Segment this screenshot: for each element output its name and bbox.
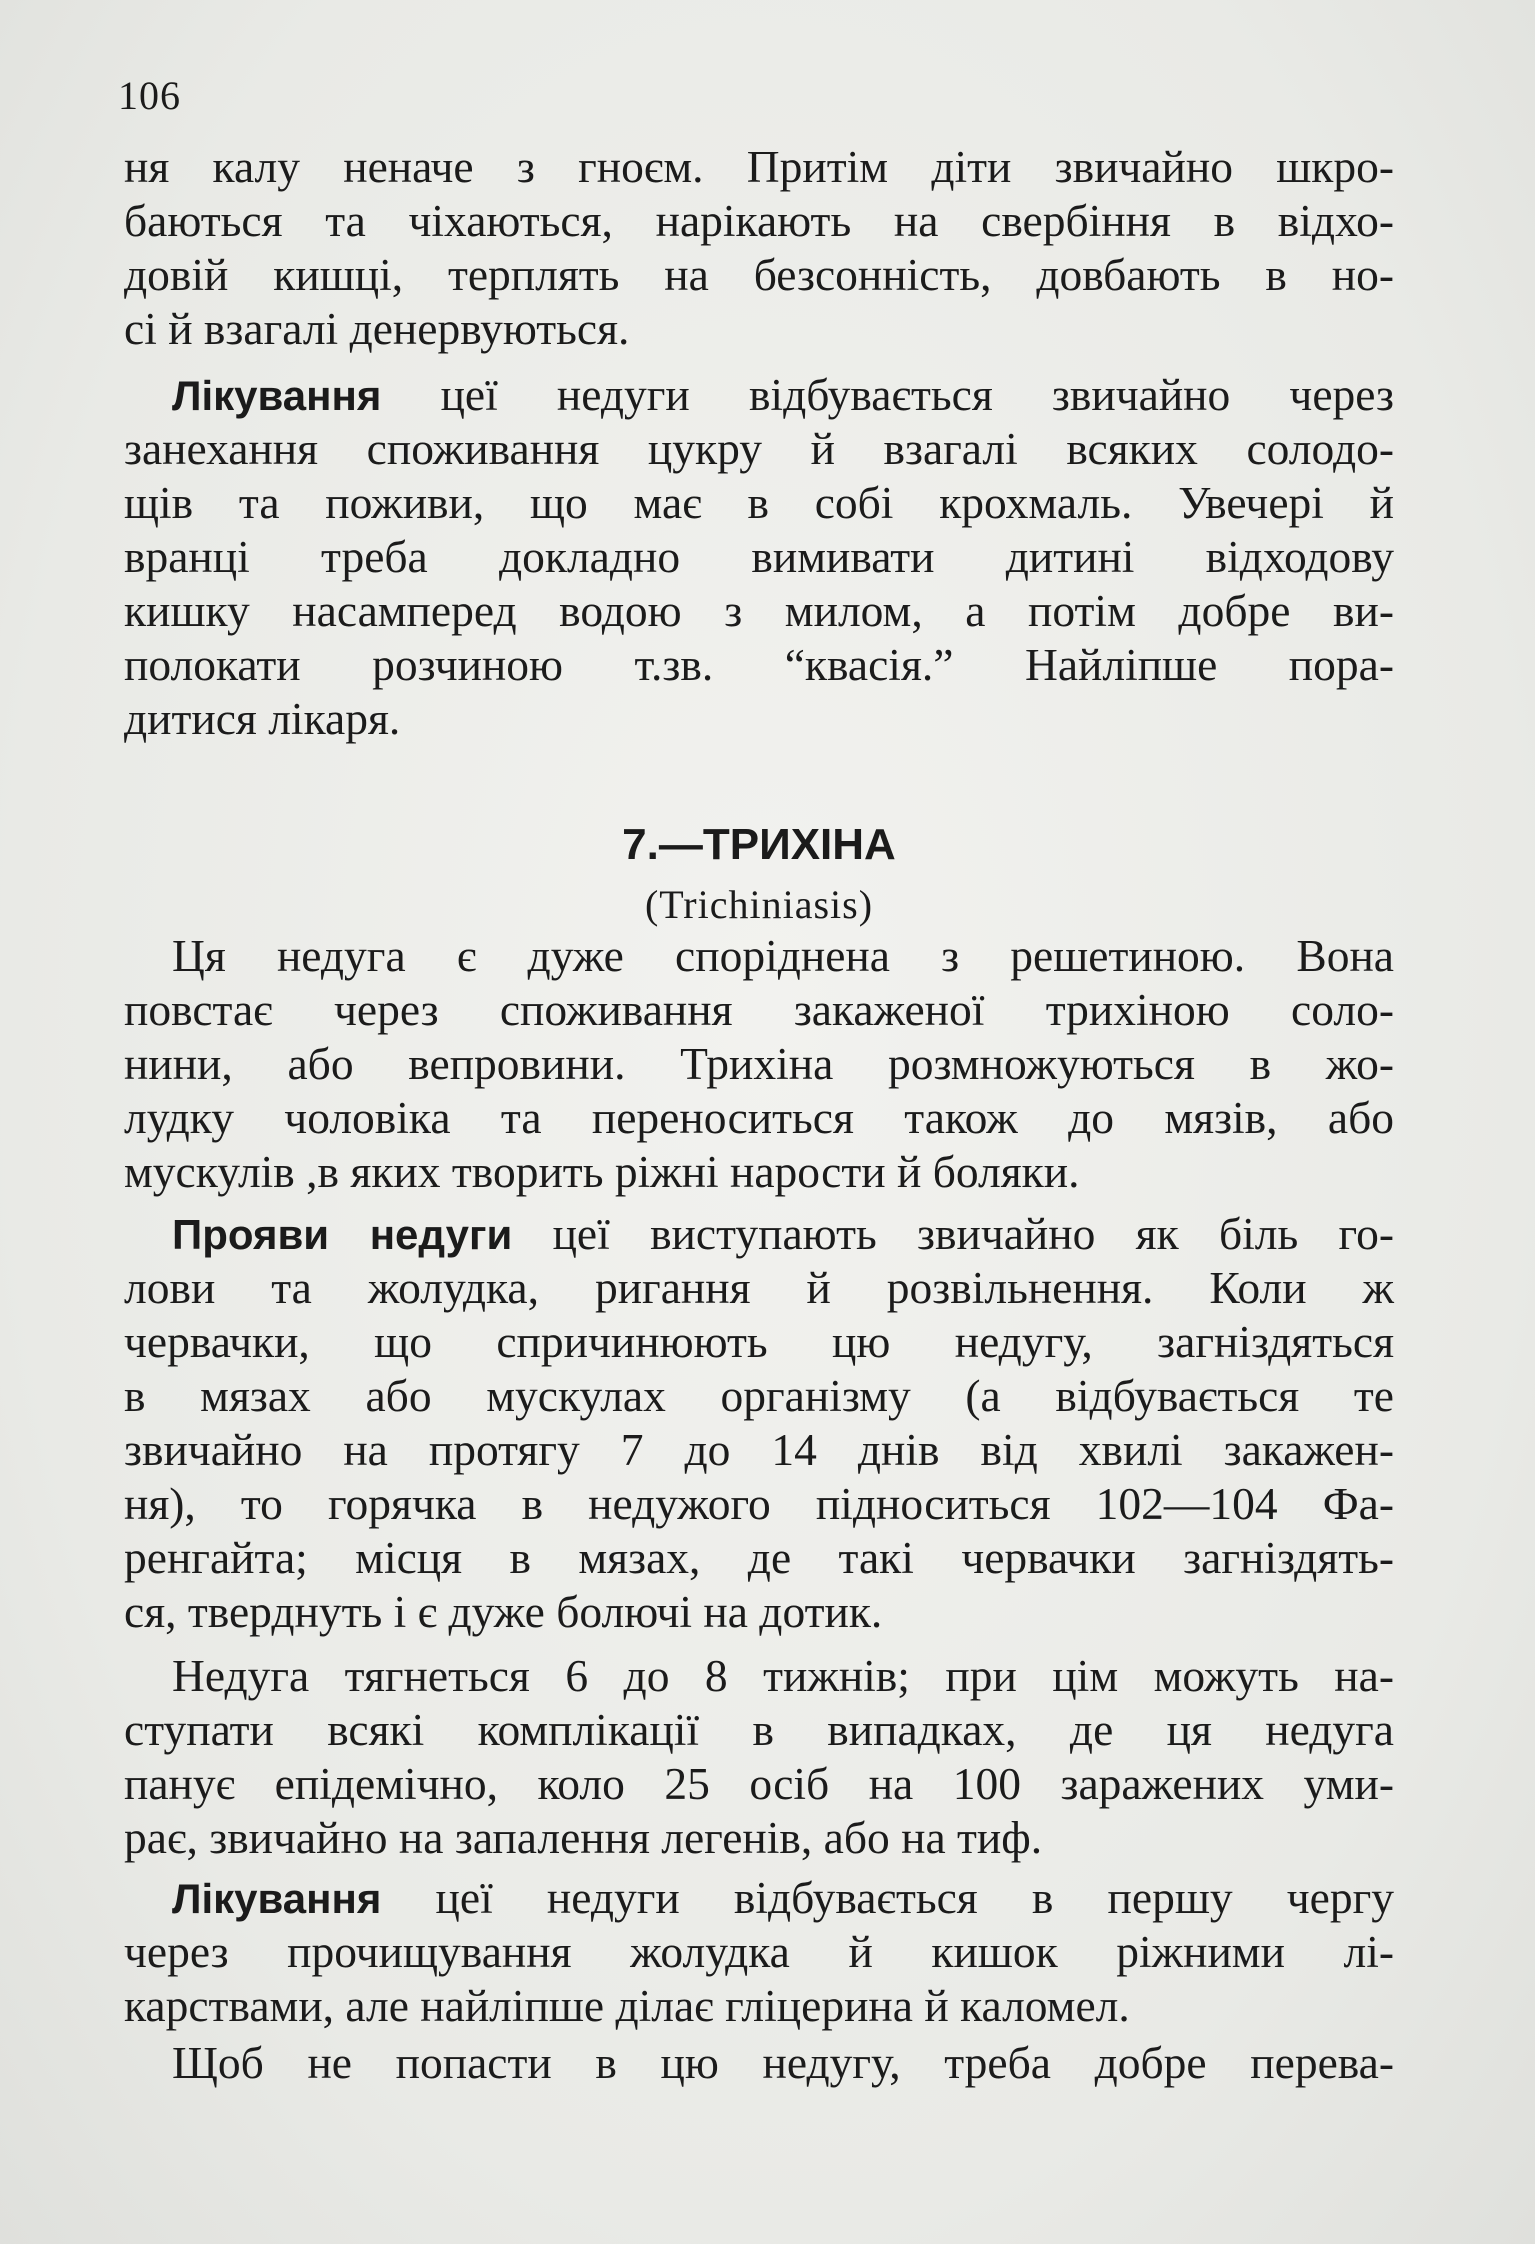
text-line: дитися лікаря. (124, 693, 401, 744)
text-line: лови та жолудка, ригання й розвільнення. Коли ж (124, 1262, 1394, 1313)
text-line: щів та поживи, що має в собі крохмаль. Увечері й (124, 477, 1394, 528)
text-line: через прочищування жолудка й кишок ріжними лі- (124, 1926, 1394, 1977)
text-line: довій кишці, терплять на безсонність, довбають в но- (124, 249, 1394, 300)
text-line (124, 1207, 1394, 1261)
paragraph-1 (124, 140, 1394, 356)
text-run: цеї недуги відбувається в першу чергу (381, 1872, 1394, 1923)
text-run: цеї недуги відбувається звичайно через (381, 369, 1394, 420)
text-line: сі й взагалі денервуються. (124, 303, 630, 354)
text-line: нини, або вепровини. Трихіна розмножуються в жо- (124, 1038, 1394, 1089)
text-line: ся, тверднуть і є дуже болючі на дотик. (124, 1586, 883, 1637)
text-line: лудку чоловіка та переноситься також до мязів, або (124, 1092, 1394, 1143)
text-line: занехання споживання цукру й взагалі всяких солодо- (124, 423, 1394, 474)
text-line: кишку насамперед водою з милом, а потім добре ви- (124, 585, 1394, 636)
text-line: звичайно на протягу 7 до 14 днів від хвилі закажен- (124, 1424, 1394, 1475)
paragraph-4 (124, 1207, 1394, 1639)
bold-lead: Прояви недуги (172, 1211, 513, 1258)
text-line: червачки, що спричинюють цю недугу, загніздяться (124, 1316, 1394, 1367)
text-line: баються та чіхаються, нарікають на свербіння в відхо- (124, 195, 1394, 246)
text-line: Щоб не попасти в цю недугу, треба добре перева- (172, 2037, 1394, 2088)
text-line: панує епідемічно, коло 25 осіб на 100 заражених уми- (124, 1758, 1394, 1809)
paragraph-6 (124, 1871, 1394, 2033)
section-subtitle: (Trichiniasis) (644, 882, 874, 927)
paragraph-5 (124, 1649, 1394, 1865)
page-number: 106 (118, 73, 181, 118)
text-line: ня), то горячка в недужого підноситься 102—104 Фа- (124, 1478, 1394, 1529)
text-run: цеї виступають звичайно як біль го- (512, 1208, 1394, 1259)
text-line: вранці треба докладно вимивати дитині відходову (124, 531, 1394, 582)
text-line: ренгайта; місця в мязах, де такі червачки загніздять- (124, 1532, 1394, 1583)
text-line: Недуга тягнеться 6 до 8 тижнів; при цім можуть на- (172, 1650, 1394, 1701)
text-line: Ця недуга є дуже споріднена з решетиною. Вона (172, 930, 1394, 981)
text-line: мускулів ,в яких творить ріжні нарости й боляки. (124, 1146, 1080, 1197)
bold-lead: Лікування (172, 1875, 382, 1922)
text-line: ступати всякі комплікації в випадках, де ця недуга (124, 1704, 1394, 1755)
paragraph-7 (124, 2036, 1394, 2090)
text-line: в мязах або мускулах оргaнізму (а відбувається те (124, 1370, 1394, 1421)
bold-lead: Лікування (172, 372, 382, 419)
section-title: 7.—ТРИХІНА (622, 820, 896, 869)
text-line: полокати розчиною т.зв. “квасія.” Найліпше пора- (124, 639, 1394, 690)
text-line (124, 1871, 1394, 1925)
text-line: повстає через споживання закаженої трихіною соло- (124, 984, 1394, 1035)
paragraph-2 (124, 368, 1394, 746)
text-line: карствами, але найліпше ділає гліцерина й каломел. (124, 1980, 1130, 2031)
paragraph-3 (124, 929, 1394, 1199)
text-line: ня калу неначе з гноєм. Притім діти звичайно шкро- (124, 141, 1394, 192)
text-line: рає, звичайно на запалення легенів, або на тиф. (124, 1812, 1043, 1863)
text-line (124, 368, 1394, 422)
